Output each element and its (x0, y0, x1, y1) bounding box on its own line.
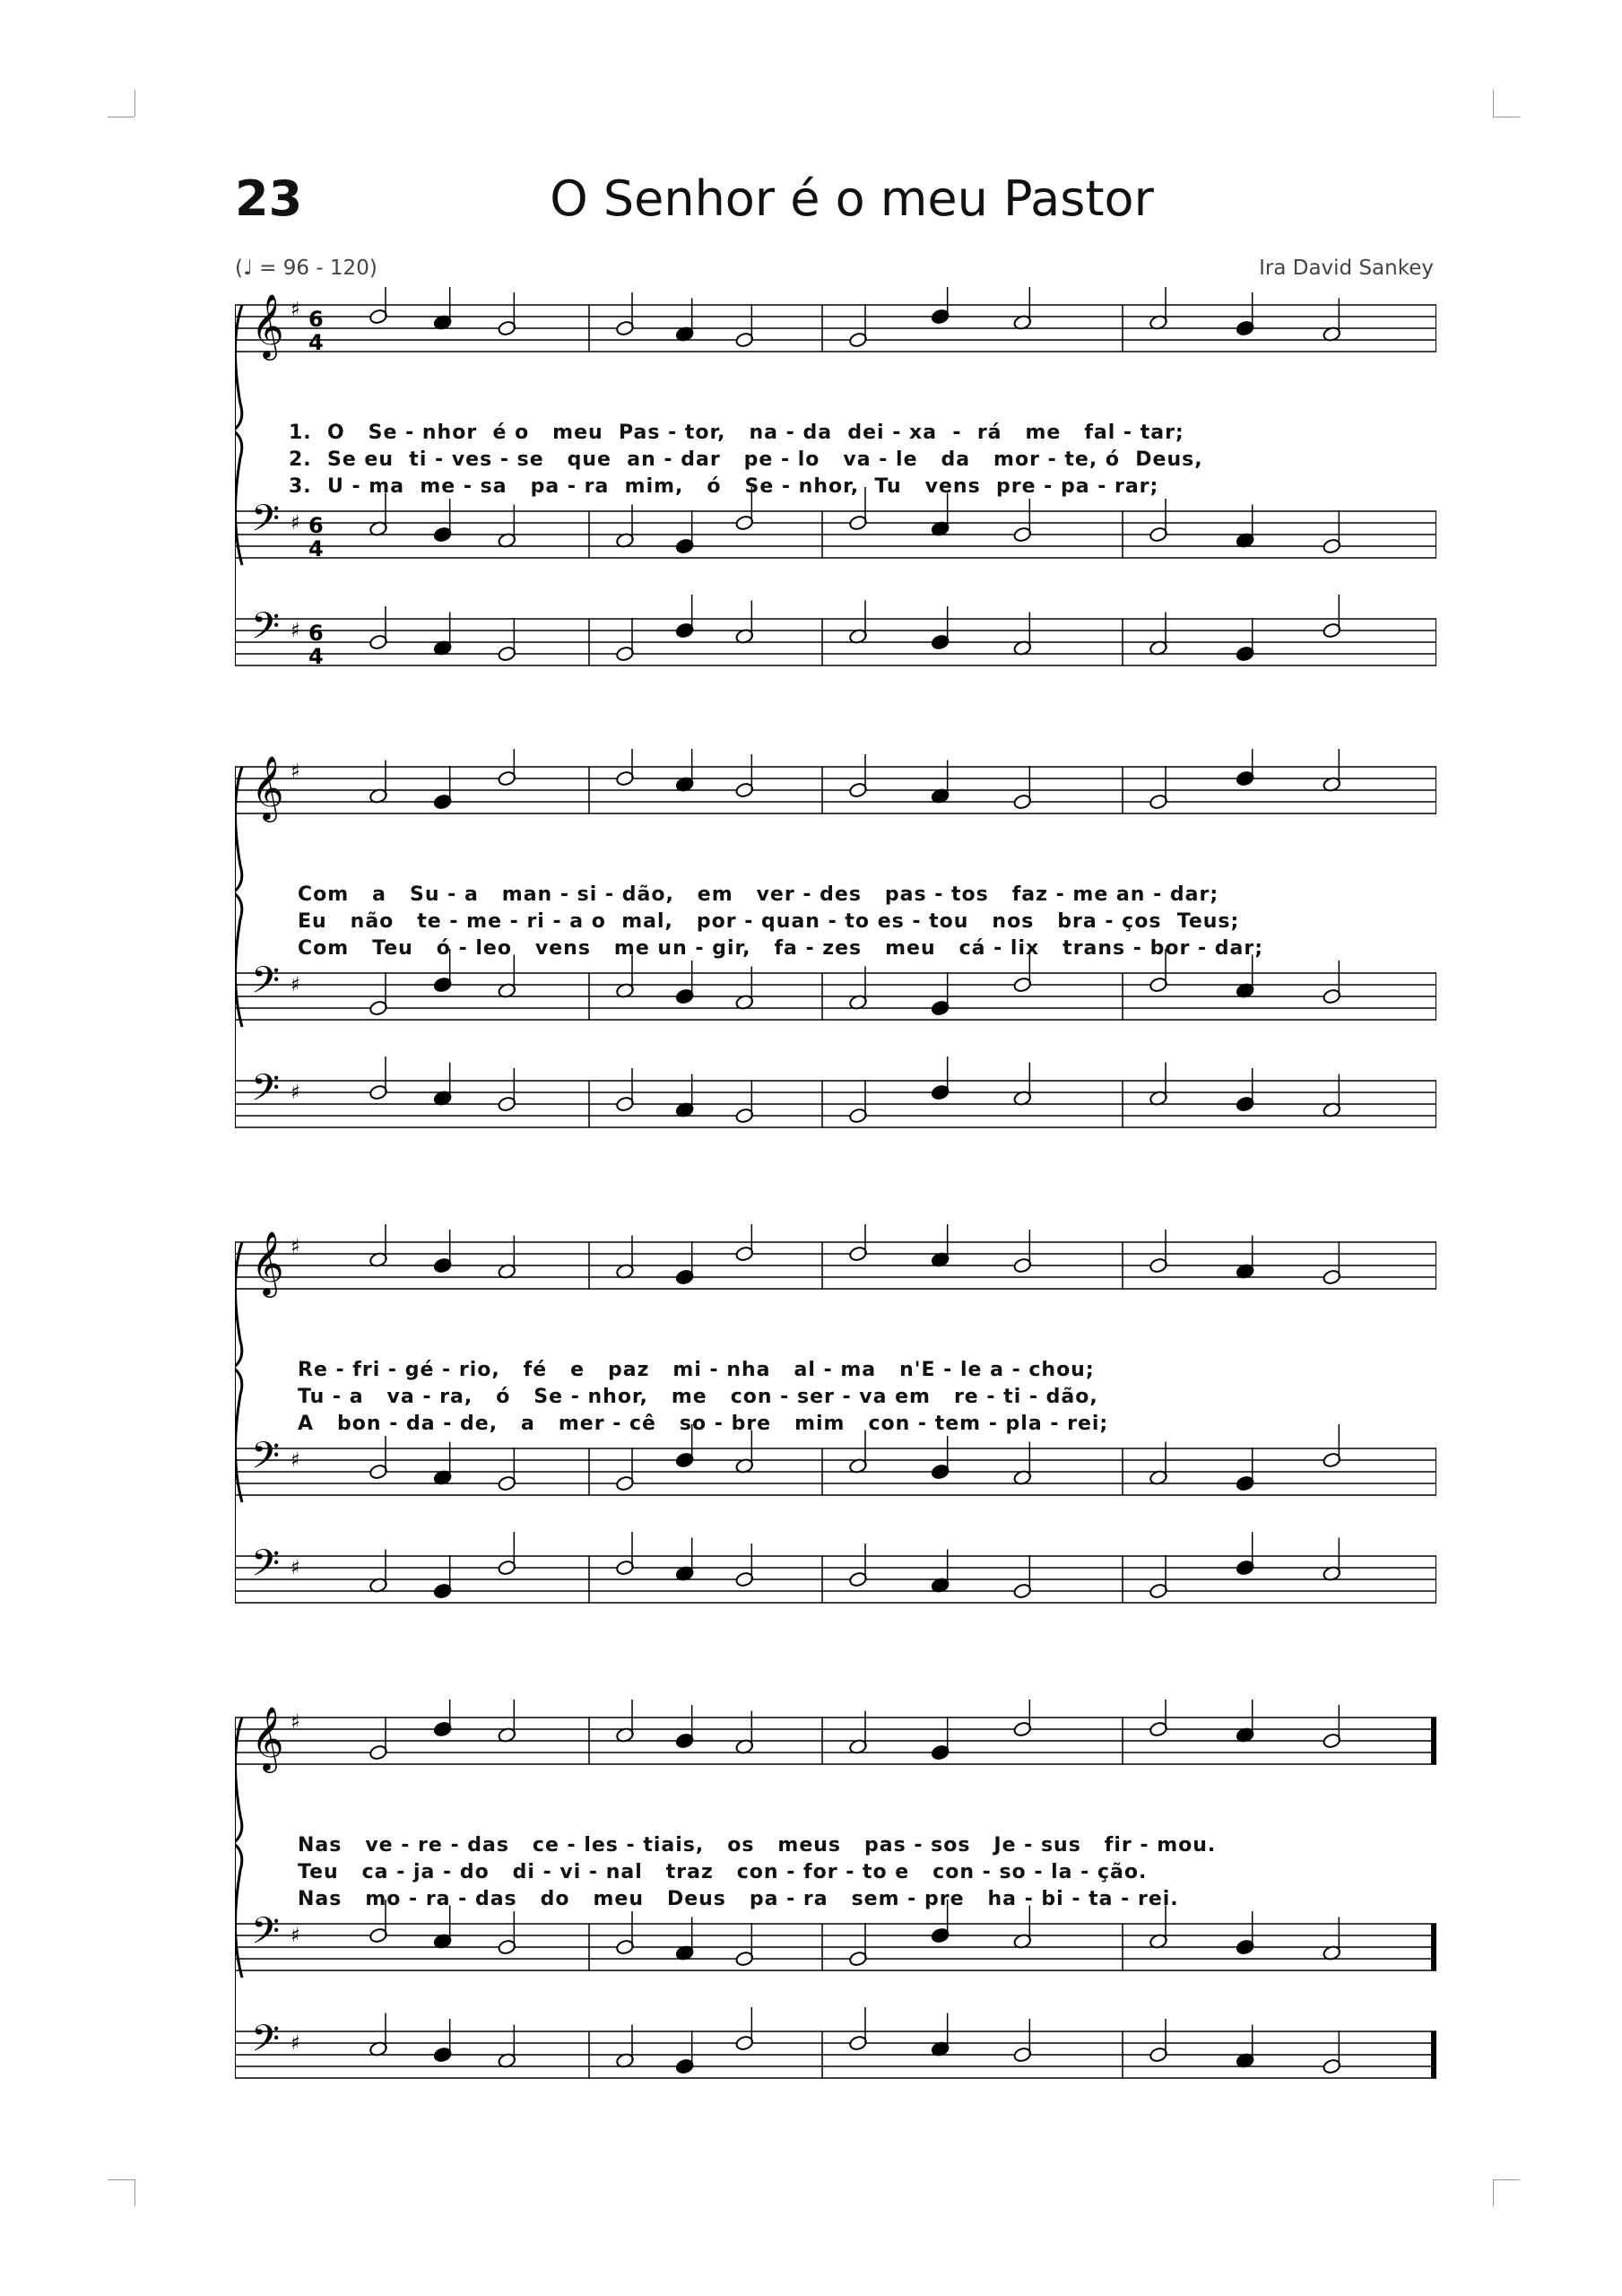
sharp-icon: ♯ (291, 299, 300, 321)
sharp-icon: ♯ (291, 1557, 300, 1579)
crop-mark (1493, 90, 1494, 117)
treble-clef-icon: 𝄞 (251, 292, 284, 358)
sharp-icon: ♯ (291, 2032, 300, 2055)
sharp-icon: ♯ (291, 1449, 300, 1472)
hymn-number: 23 (235, 170, 303, 227)
lyric-line: Com Teu ó - leo vens me un - gir, fa - zes meu cá - lix trans - bor - dar; (298, 937, 1263, 960)
bass-clef-icon: 𝄢 (251, 497, 281, 549)
sharp-icon: ♯ (291, 512, 300, 535)
staff-system-svg (235, 287, 1436, 709)
treble-clef-icon: 𝄞 (251, 754, 284, 820)
crop-mark (1493, 2179, 1520, 2180)
lyric-line: Teu ca - ja - do di - vi - nal traz con - for - to e con - so - la - ção. (298, 1861, 1148, 1883)
lyric-line: 1. O Se - nhor é o meu Pas - tor, na - da dei - xa - rá me fal - tar; (289, 422, 1184, 444)
crop-mark (1493, 2179, 1494, 2206)
bass-clef-icon: 𝄢 (251, 2017, 281, 2069)
sharp-icon: ♯ (291, 1082, 300, 1104)
bass-clef-icon: 𝄢 (251, 1434, 281, 1486)
lyric-line: Eu não te - me - ri - a o mal, por - quan - to es - tou nos bra - ços Teus; (298, 910, 1240, 933)
crop-mark (134, 2179, 135, 2206)
lyric-line: A bon - da - de, a mer - cê so - bre mim con - tem - pla - rei; (298, 1413, 1109, 1435)
bass-clef-icon: 𝄢 (251, 1909, 281, 1961)
bass-clef-icon: 𝄢 (251, 959, 281, 1011)
staff-system-svg (235, 1700, 1436, 2121)
lyric-line: 2. Se eu ti - ves - se que an - dar pe - lo va - le da mor - te, ó Deus, (289, 448, 1203, 471)
bass-clef-icon: 𝄢 (251, 604, 281, 657)
half-note-icon: ♩ (242, 257, 253, 280)
music-system (235, 749, 1436, 1170)
sharp-icon: ♯ (291, 1236, 300, 1258)
svg-text:4: 4 (308, 644, 324, 669)
bass-clef-icon: 𝄢 (251, 1542, 281, 1594)
sharp-icon: ♯ (291, 761, 300, 783)
sharp-icon: ♯ (291, 974, 300, 996)
tempo-text: = 96 - 120) (252, 257, 377, 280)
staff-system-svg (235, 1224, 1436, 1646)
lyric-line: Com a Su - a man - si - dão, em ver - des pas - tos faz - me an - dar; (298, 883, 1219, 906)
lyric-line: Nas ve - re - das ce - les - tiais, os meus pas - sos Je - sus fir - mou. (298, 1834, 1217, 1857)
sharp-icon: ♯ (291, 620, 300, 642)
svg-text:6: 6 (308, 621, 324, 646)
composer: Ira David Sankey (1259, 257, 1434, 280)
treble-clef-icon: 𝄞 (251, 1705, 284, 1770)
hymn-title: O Senhor é o meu Pastor (550, 170, 1154, 227)
svg-text:6: 6 (308, 513, 324, 538)
music-system (235, 1224, 1436, 1646)
music-system (235, 1700, 1436, 2121)
lyric-line: Re - fri - gé - rio, fé e paz mi - nha al - ma n'E - le a - chou; (298, 1359, 1095, 1381)
staff-system-svg (235, 749, 1436, 1170)
tempo-marking: (♩ = 96 - 120) (235, 257, 377, 280)
svg-text:6: 6 (308, 307, 324, 332)
sharp-icon: ♯ (291, 1711, 300, 1734)
svg-text:4: 4 (308, 330, 324, 355)
music-system (235, 287, 1436, 709)
crop-mark (108, 2179, 134, 2180)
lyric-line: 3. U - ma me - sa pa - ra mim, ó Se - nhor, Tu vens pre - pa - rar; (289, 475, 1159, 498)
lyric-line: Nas mo - ra - das do meu Deus pa - ra sem - pre ha - bi - ta - rei. (298, 1888, 1179, 1910)
svg-text:4: 4 (308, 536, 324, 561)
crop-mark (134, 90, 135, 117)
sharp-icon: ♯ (291, 1925, 300, 1947)
lyric-line: Tu - a va - ra, ó Se - nhor, me con - ser - va em re - ti - dão, (298, 1386, 1098, 1408)
treble-clef-icon: 𝄞 (251, 1230, 284, 1295)
bass-clef-icon: 𝄢 (251, 1066, 281, 1118)
